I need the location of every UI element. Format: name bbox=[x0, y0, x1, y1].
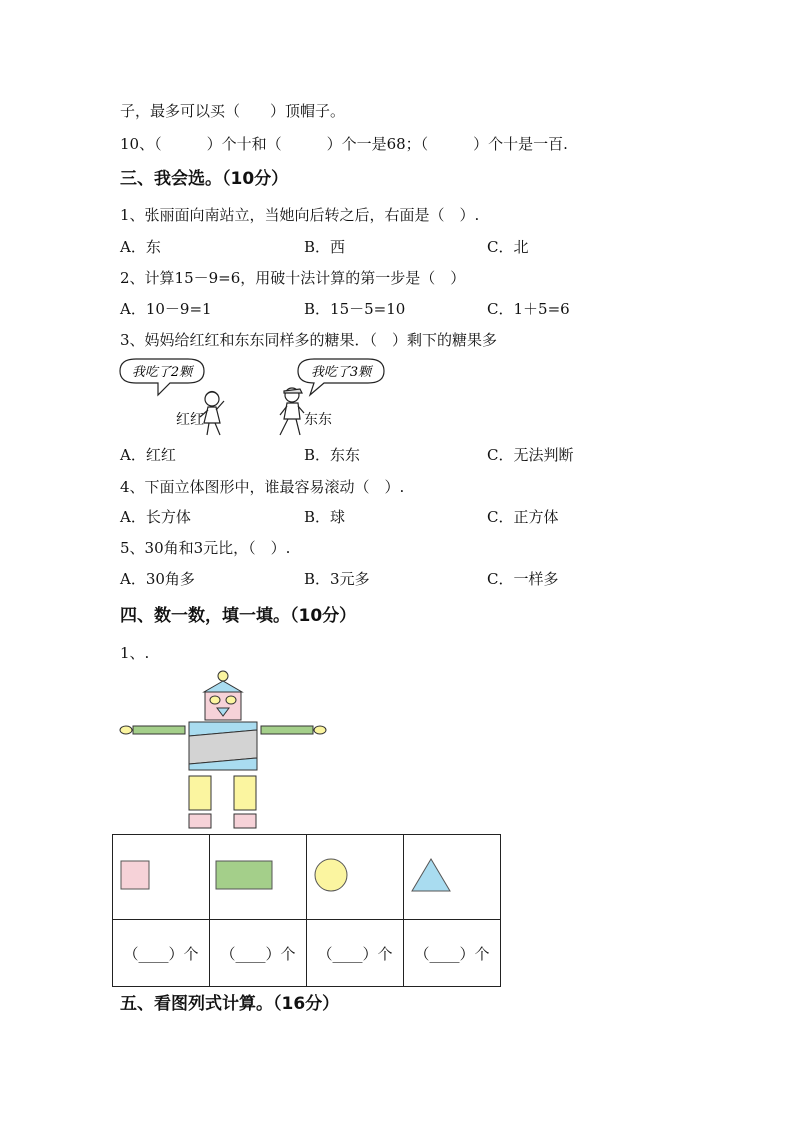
answer-blank-circle[interactable]: （____）个 bbox=[307, 920, 404, 987]
kid-label-honghong: 红红 bbox=[176, 412, 204, 428]
cell-circle bbox=[307, 835, 404, 920]
s3-question-2: 2、计算15－9=6，用破十法计算的第一步是（ ） bbox=[120, 269, 466, 287]
s3-q1-option-b: B．西 bbox=[304, 238, 346, 256]
s3-q5-option-a: A．30角多 bbox=[120, 570, 195, 588]
robot-arm-left bbox=[133, 726, 185, 734]
shape-count-table bbox=[112, 834, 501, 987]
s3-q5-option-b: B．3元多 bbox=[304, 570, 370, 588]
circle-icon bbox=[307, 835, 403, 915]
s3-q2-option-b: B．15－5=10 bbox=[304, 300, 406, 318]
s3-q3-option-c: C．无法判断 bbox=[487, 446, 574, 464]
triangle-icon bbox=[404, 835, 500, 915]
s3-question-4: 4、下面立体图形中，谁最容易滚动（ ）. bbox=[120, 478, 405, 496]
s3-q1-option-c: C．北 bbox=[487, 238, 529, 256]
robot-foot-right bbox=[234, 814, 256, 828]
cell-rectangle bbox=[210, 835, 307, 920]
s3-q5-option-c: C．一样多 bbox=[487, 570, 559, 588]
s3-q1-option-a: A．东 bbox=[120, 238, 161, 256]
shape-robot-figure bbox=[116, 668, 332, 830]
bubble-right-text: 我吃了3颗 bbox=[310, 365, 372, 380]
kid-label-dongdong: 东东 bbox=[304, 412, 332, 428]
robot-arm-right bbox=[261, 726, 313, 734]
answer-blank-triangle[interactable]: （____）个 bbox=[404, 920, 501, 987]
answer-blank-rectangle[interactable]: （____）个 bbox=[210, 920, 307, 987]
robot-leg-right bbox=[234, 776, 256, 810]
s3-q2-option-c: C．1＋5=6 bbox=[487, 300, 570, 318]
robot-foot-left bbox=[189, 814, 211, 828]
question-10: 10、（ ）个十和（ ）个一是68；（ ）个十是一百. bbox=[120, 135, 568, 153]
s3-q2-option-a: A．10－9=1 bbox=[120, 300, 212, 318]
boy-figure bbox=[280, 388, 304, 435]
cell-triangle bbox=[404, 835, 501, 920]
section-4-title: 四、数一数，填一填。（10分） bbox=[120, 606, 357, 626]
s3-q4-option-a: A．长方体 bbox=[120, 508, 191, 526]
rectangle-icon bbox=[210, 835, 306, 915]
speech-bubble-right bbox=[298, 359, 384, 395]
cell-square bbox=[113, 835, 210, 920]
robot-hand-left bbox=[120, 726, 132, 734]
s3-q4-option-b: B．球 bbox=[304, 508, 346, 526]
robot-eye-right bbox=[226, 696, 236, 704]
s3-question-3: 3、妈妈给红红和东东同样多的糖果．（ ）剩下的糖果多 bbox=[120, 331, 498, 349]
square-icon bbox=[113, 835, 209, 915]
bubble-left-text: 我吃了2颗 bbox=[131, 365, 193, 380]
s3-q4-option-c: C．正方体 bbox=[487, 508, 559, 526]
section-5-title: 五、看图列式计算。（16分） bbox=[120, 994, 340, 1014]
robot-hat-triangle bbox=[204, 681, 242, 692]
answer-blank-square[interactable]: （____）个 bbox=[113, 920, 210, 987]
s3-question-5: 5、30角和3元比，（ ）. bbox=[120, 539, 291, 557]
speech-bubble-left bbox=[120, 359, 204, 395]
candy-illustration bbox=[112, 355, 402, 443]
s4-question-1: 1、. bbox=[120, 644, 150, 662]
robot-hand-right bbox=[314, 726, 326, 734]
robot-eye-left bbox=[210, 696, 220, 704]
section-3-title: 三、我会选。（10分） bbox=[120, 169, 289, 189]
robot-leg-left bbox=[189, 776, 211, 810]
robot-top-circle bbox=[218, 671, 228, 681]
question-9-continuation: 子，最多可以买（ ）顶帽子。 bbox=[120, 102, 346, 120]
s3-question-1: 1、张丽面向南站立，当她向后转之后，右面是（ ）. bbox=[120, 206, 480, 224]
s3-q3-option-b: B．东东 bbox=[304, 446, 361, 464]
s3-q3-option-a: A．红红 bbox=[120, 446, 176, 464]
